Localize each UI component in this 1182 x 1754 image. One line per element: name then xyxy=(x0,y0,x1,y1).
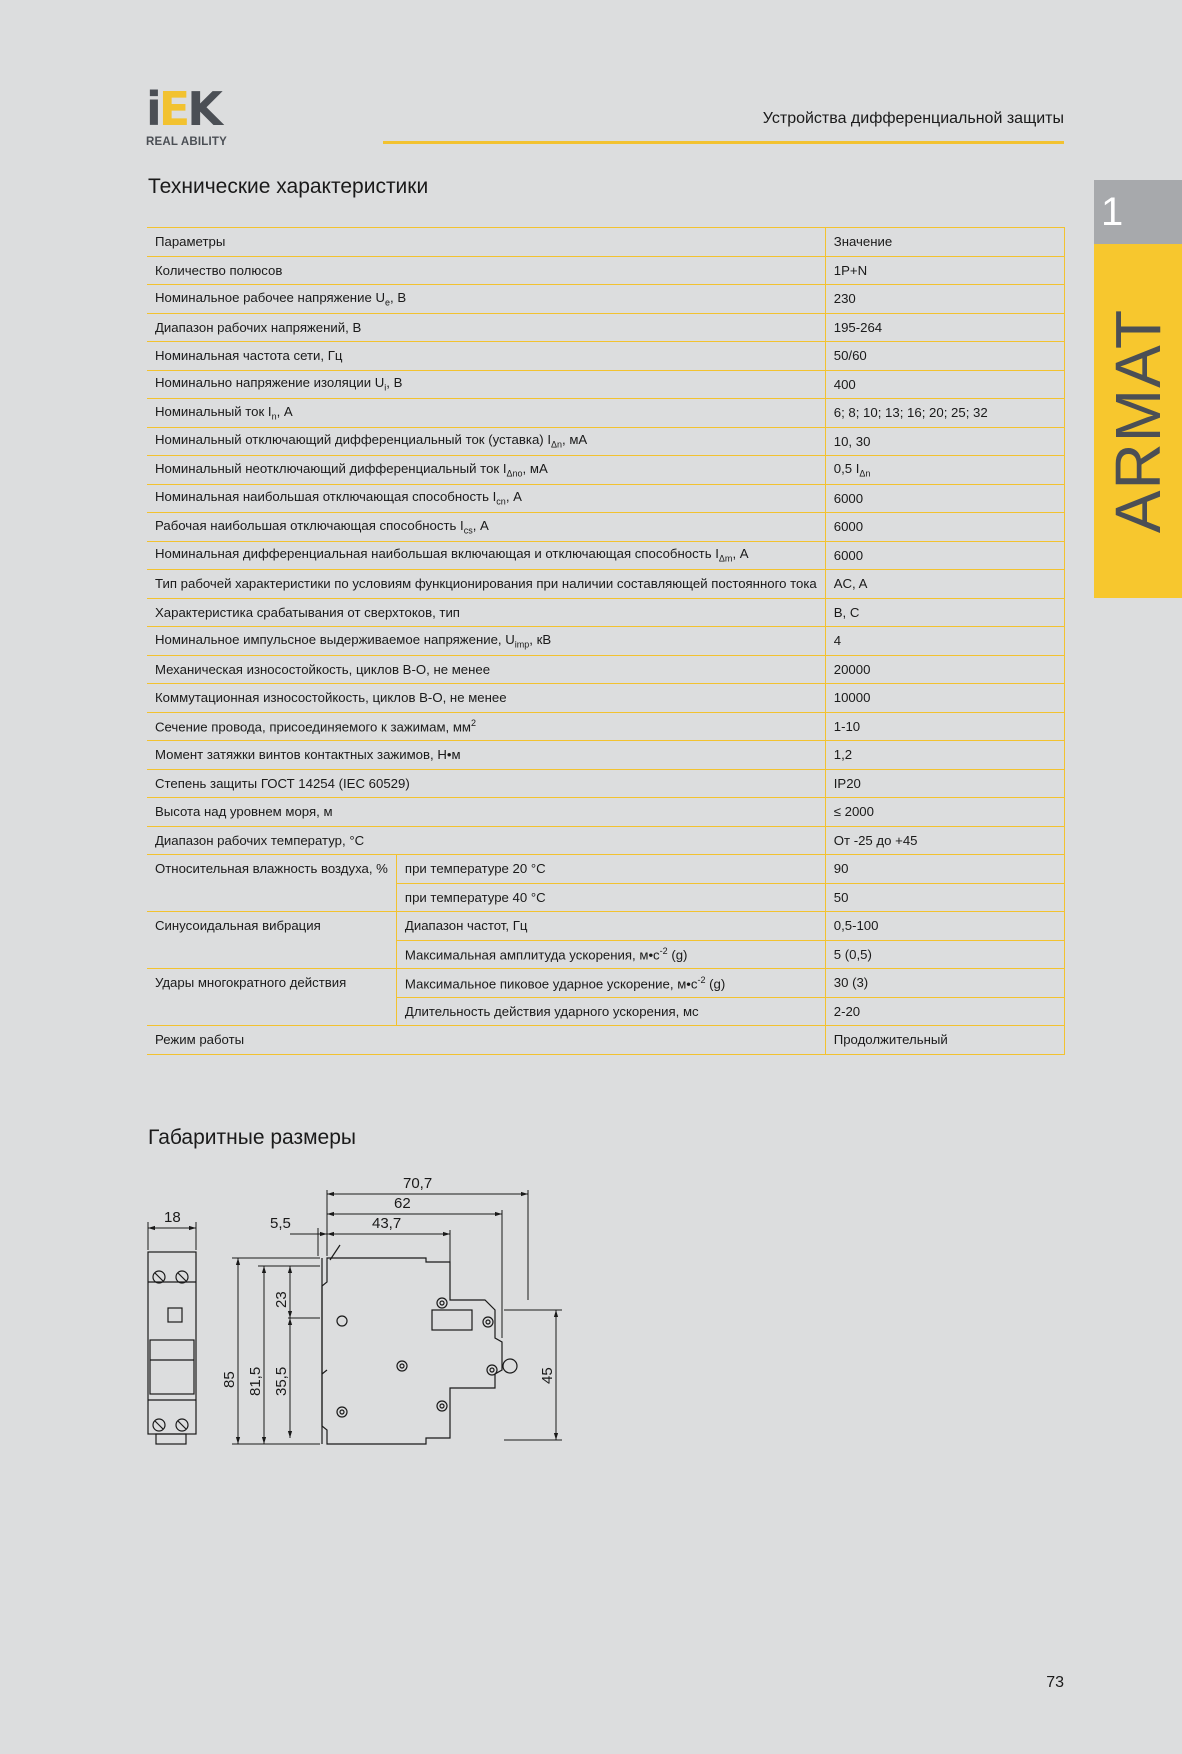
param-cell xyxy=(147,598,825,627)
condition-cell xyxy=(396,855,825,884)
cell-text: Момент затяжки винтов контактных зажимов, Н•м xyxy=(155,747,461,763)
table-row xyxy=(147,342,1065,371)
value-cell xyxy=(825,370,1064,399)
table-row xyxy=(147,912,1065,941)
cell-text: 400 xyxy=(833,376,856,392)
cell-text: 6; 8; 10; 13; 16; 20; 25; 32 xyxy=(833,405,988,421)
dim-81-5: 81,5 xyxy=(247,1366,264,1396)
cell-subscript: Δn xyxy=(859,468,871,479)
logo-mark: iEK xyxy=(146,82,220,136)
cell-text: 6000 xyxy=(833,490,864,506)
cell-text: Диапазон рабочих температур, °С xyxy=(155,832,365,848)
param-cell xyxy=(147,541,825,570)
param-cell xyxy=(147,342,825,371)
param-cell xyxy=(147,370,825,399)
table-row xyxy=(147,741,1065,770)
value-cell xyxy=(825,741,1064,770)
cell-text: Характеристика срабатывания от сверхтоков, тип xyxy=(155,604,460,620)
value-cell xyxy=(825,456,1064,485)
cell-text: 50 xyxy=(833,889,849,905)
param-cell xyxy=(147,484,825,513)
cell-text: 30 (3) xyxy=(833,975,869,991)
param-cell xyxy=(147,769,825,798)
condition-cell xyxy=(396,883,825,912)
dimension-drawing xyxy=(140,1170,580,1510)
cell-text: 20000 xyxy=(833,661,871,677)
cell-text: Номинальная частота сети, Гц xyxy=(155,348,343,364)
header-param: Параметры xyxy=(147,228,825,257)
table-row xyxy=(147,484,1065,513)
cell-tail: , А xyxy=(732,546,749,562)
cell-subscript: Δm xyxy=(718,554,733,565)
cell-tail: , А xyxy=(472,517,489,533)
cell-text: Степень защиты ГОСТ 14254 (IEC 60529) xyxy=(155,775,410,791)
cell-text: 5 (0,5) xyxy=(833,946,872,962)
cell-text: при температуре 20 °С xyxy=(404,861,546,877)
header-title: Устройства дифференциальной защиты xyxy=(762,110,1064,127)
table-row xyxy=(147,427,1065,456)
table-row xyxy=(147,570,1065,599)
dim-62: 62 xyxy=(394,1195,411,1212)
header-rule xyxy=(383,141,1064,144)
cell-superscript: -2 xyxy=(697,974,706,985)
cell-superscript: -2 xyxy=(659,946,668,957)
value-cell xyxy=(825,655,1064,684)
table-row xyxy=(147,798,1065,827)
value-cell xyxy=(825,399,1064,428)
param-cell xyxy=(147,256,825,285)
dim-23: 23 xyxy=(273,1291,290,1308)
table-row xyxy=(147,399,1065,428)
group-param-cell xyxy=(147,969,396,1026)
table-row xyxy=(147,541,1065,570)
value-cell xyxy=(825,969,1064,998)
cell-text: Номинальное рабочее напряжение U xyxy=(155,289,385,305)
cell-text: Диапазон частот, Гц xyxy=(404,918,528,934)
value-cell xyxy=(825,769,1064,798)
cell-text: AC, A xyxy=(833,576,868,592)
dim-43-7: 43,7 xyxy=(372,1215,402,1232)
cell-text: Максимальное пиковое ударное ускорение, м•c xyxy=(404,975,698,991)
cell-subscript: imp xyxy=(514,639,530,650)
table-row xyxy=(147,855,1065,884)
cell-text: Высота над уровнем моря, м xyxy=(155,804,333,820)
value-cell xyxy=(825,883,1064,912)
cell-text: Синусоидальная вибрация xyxy=(155,918,321,933)
cell-text: Диапазон рабочих напряжений, В xyxy=(155,319,362,335)
logo-tagline: REAL ABILITY xyxy=(146,136,227,148)
cell-text: 10, 30 xyxy=(833,433,871,449)
cell-tail: , В xyxy=(390,289,407,305)
value-cell xyxy=(825,855,1064,884)
cell-text: Длительность действия ударного ускорения, мс xyxy=(404,1003,699,1019)
specs-table-body xyxy=(147,228,1065,1055)
table-row xyxy=(147,256,1065,285)
condition-cell xyxy=(396,912,825,941)
section-tab-label: ARMAT xyxy=(1102,308,1174,534)
table-row xyxy=(147,655,1065,684)
cell-text: Сечение провода, присоединяемого к зажимам, мм xyxy=(155,719,471,735)
table-row xyxy=(147,1026,1065,1055)
cell-text: Удары многократного действия xyxy=(155,975,347,990)
cell-subscript: i xyxy=(384,383,387,394)
dim-18: 18 xyxy=(164,1209,181,1226)
value-cell xyxy=(825,598,1064,627)
value-cell xyxy=(825,912,1064,941)
param-cell xyxy=(147,399,825,428)
value-cell xyxy=(825,541,1064,570)
iek-logo xyxy=(146,82,246,150)
cell-text: Максимальная амплитуда ускорения, м•c xyxy=(404,947,660,963)
dimension-lines xyxy=(148,1190,562,1444)
cell-text: 6000 xyxy=(833,547,864,563)
param-cell xyxy=(147,513,825,542)
param-cell xyxy=(147,798,825,827)
cell-text: Номинальный неотключающий дифференциальный ток I xyxy=(155,460,507,476)
table-row xyxy=(147,712,1065,741)
section-number: 1 xyxy=(1101,190,1124,234)
condition-cell xyxy=(396,969,825,998)
param-cell xyxy=(147,684,825,713)
cell-subscript: Δno xyxy=(506,468,523,479)
table-row xyxy=(147,769,1065,798)
cell-text: Номинальный ток I xyxy=(155,403,272,419)
group-param-cell xyxy=(147,912,396,969)
param-cell xyxy=(147,313,825,342)
cell-superscript: 2 xyxy=(470,718,476,729)
specs-table xyxy=(147,227,1065,1055)
cell-tail: , А xyxy=(505,489,522,505)
cell-text: Номинальный отключающий дифференциальный ток (уставка) I xyxy=(155,432,551,448)
cell-text: 195-264 xyxy=(833,319,883,335)
cell-text: Коммутационная износостойкость, циклов В-О, не менее xyxy=(155,690,507,706)
table-header-row xyxy=(147,228,1065,257)
cell-text: Рабочая наибольшая отключающая способность I xyxy=(155,517,464,533)
cell-tail: , мА xyxy=(562,432,588,448)
value-cell xyxy=(825,826,1064,855)
cell-text: Количество полюсов xyxy=(155,262,283,278)
cell-tail: , А xyxy=(276,403,293,419)
value-cell xyxy=(825,427,1064,456)
table-row xyxy=(147,456,1065,485)
cell-text: Номинальная наибольшая отключающая способность I xyxy=(155,489,497,505)
cell-text: 1,2 xyxy=(833,747,853,763)
cell-tail: , мА xyxy=(522,460,548,476)
cell-tail: , кВ xyxy=(529,631,552,647)
condition-cell xyxy=(396,997,825,1026)
param-cell xyxy=(147,712,825,741)
dim-35-5: 35,5 xyxy=(273,1366,290,1396)
cell-text: IP20 xyxy=(833,775,861,791)
value-cell: Продолжительный xyxy=(825,1026,1064,1055)
cell-text: 230 xyxy=(833,291,856,307)
param-cell xyxy=(147,826,825,855)
table-row xyxy=(147,513,1065,542)
cell-text: ≤ 2000 xyxy=(833,804,874,820)
dim-45: 45 xyxy=(539,1367,556,1384)
cell-text: Тип рабочей характеристики по условиям функционирования при наличии составляющей постоянного тока xyxy=(155,576,817,592)
value-cell xyxy=(825,684,1064,713)
param-cell xyxy=(147,655,825,684)
dim-70-7: 70,7 xyxy=(403,1175,433,1192)
value-cell xyxy=(825,798,1064,827)
param-cell xyxy=(147,627,825,656)
table-row xyxy=(147,598,1065,627)
param-cell xyxy=(147,456,825,485)
value-cell xyxy=(825,484,1064,513)
param-cell xyxy=(147,741,825,770)
param-cell: Режим работы xyxy=(147,1026,825,1055)
cell-text: Механическая износостойкость, циклов В-О, не менее xyxy=(155,661,491,677)
table-row xyxy=(147,370,1065,399)
front-view xyxy=(148,1252,196,1444)
section-tab-label-wrap xyxy=(1094,244,1182,598)
header-value: Значение xyxy=(825,228,1064,257)
cell-text: 4 xyxy=(833,633,842,649)
table-row xyxy=(147,313,1065,342)
cell-text: B, C xyxy=(833,604,860,620)
cell-text: Номинальная дифференциальная наибольшая включающая и отключающая способность I xyxy=(155,546,719,562)
value-cell xyxy=(825,513,1064,542)
value-cell xyxy=(825,570,1064,599)
table-row xyxy=(147,285,1065,314)
value-cell xyxy=(825,256,1064,285)
dim-5-5: 5,5 xyxy=(270,1215,291,1232)
dimensions-title: Габаритные размеры xyxy=(148,1126,356,1149)
cell-text: 10000 xyxy=(833,690,871,706)
side-view xyxy=(322,1245,517,1444)
cell-text: 2-20 xyxy=(833,1003,861,1019)
cell-text: 50/60 xyxy=(833,348,867,364)
cell-tail: (g) xyxy=(667,947,688,963)
cell-text: 1-10 xyxy=(833,718,861,734)
condition-cell xyxy=(396,940,825,969)
param-cell xyxy=(147,285,825,314)
value-cell xyxy=(825,313,1064,342)
page-number: 73 xyxy=(1046,1674,1064,1691)
group-param-cell xyxy=(147,855,396,912)
param-cell xyxy=(147,570,825,599)
cell-subscript: cn xyxy=(496,497,506,508)
value-cell xyxy=(825,285,1064,314)
cell-subscript: cs xyxy=(463,525,473,536)
table-row xyxy=(147,684,1065,713)
table-row xyxy=(147,627,1065,656)
value-cell xyxy=(825,342,1064,371)
cell-tail: , В xyxy=(386,375,403,391)
cell-text: 1P+N xyxy=(833,262,868,278)
cell-text: при температуре 40 °С xyxy=(404,889,546,905)
cell-text: 0,5 I xyxy=(833,460,860,476)
dim-85: 85 xyxy=(221,1371,238,1388)
cell-tail: (g) xyxy=(705,975,726,991)
tech-specs-title: Технические характеристики xyxy=(148,175,429,198)
value-cell xyxy=(825,712,1064,741)
cell-subscript: e xyxy=(384,297,390,308)
cell-text: Относительная влажность воздуха, % xyxy=(155,861,388,876)
value-cell xyxy=(825,997,1064,1026)
value-cell xyxy=(825,627,1064,656)
table-row xyxy=(147,969,1065,998)
value-cell xyxy=(825,940,1064,969)
cell-text: 0,5-100 xyxy=(833,918,879,934)
cell-text: Номинальное импульсное выдерживаемое напряжение, U xyxy=(155,631,515,647)
cell-text: От -25 до +45 xyxy=(833,832,918,848)
cell-text: Номинально напряжение изоляции U xyxy=(155,375,385,391)
cell-text: 90 xyxy=(833,861,849,877)
cell-subscript: n xyxy=(271,411,277,422)
cell-text: 6000 xyxy=(833,519,864,535)
cell-subscript: Δn xyxy=(551,440,563,451)
param-cell xyxy=(147,427,825,456)
table-row xyxy=(147,826,1065,855)
